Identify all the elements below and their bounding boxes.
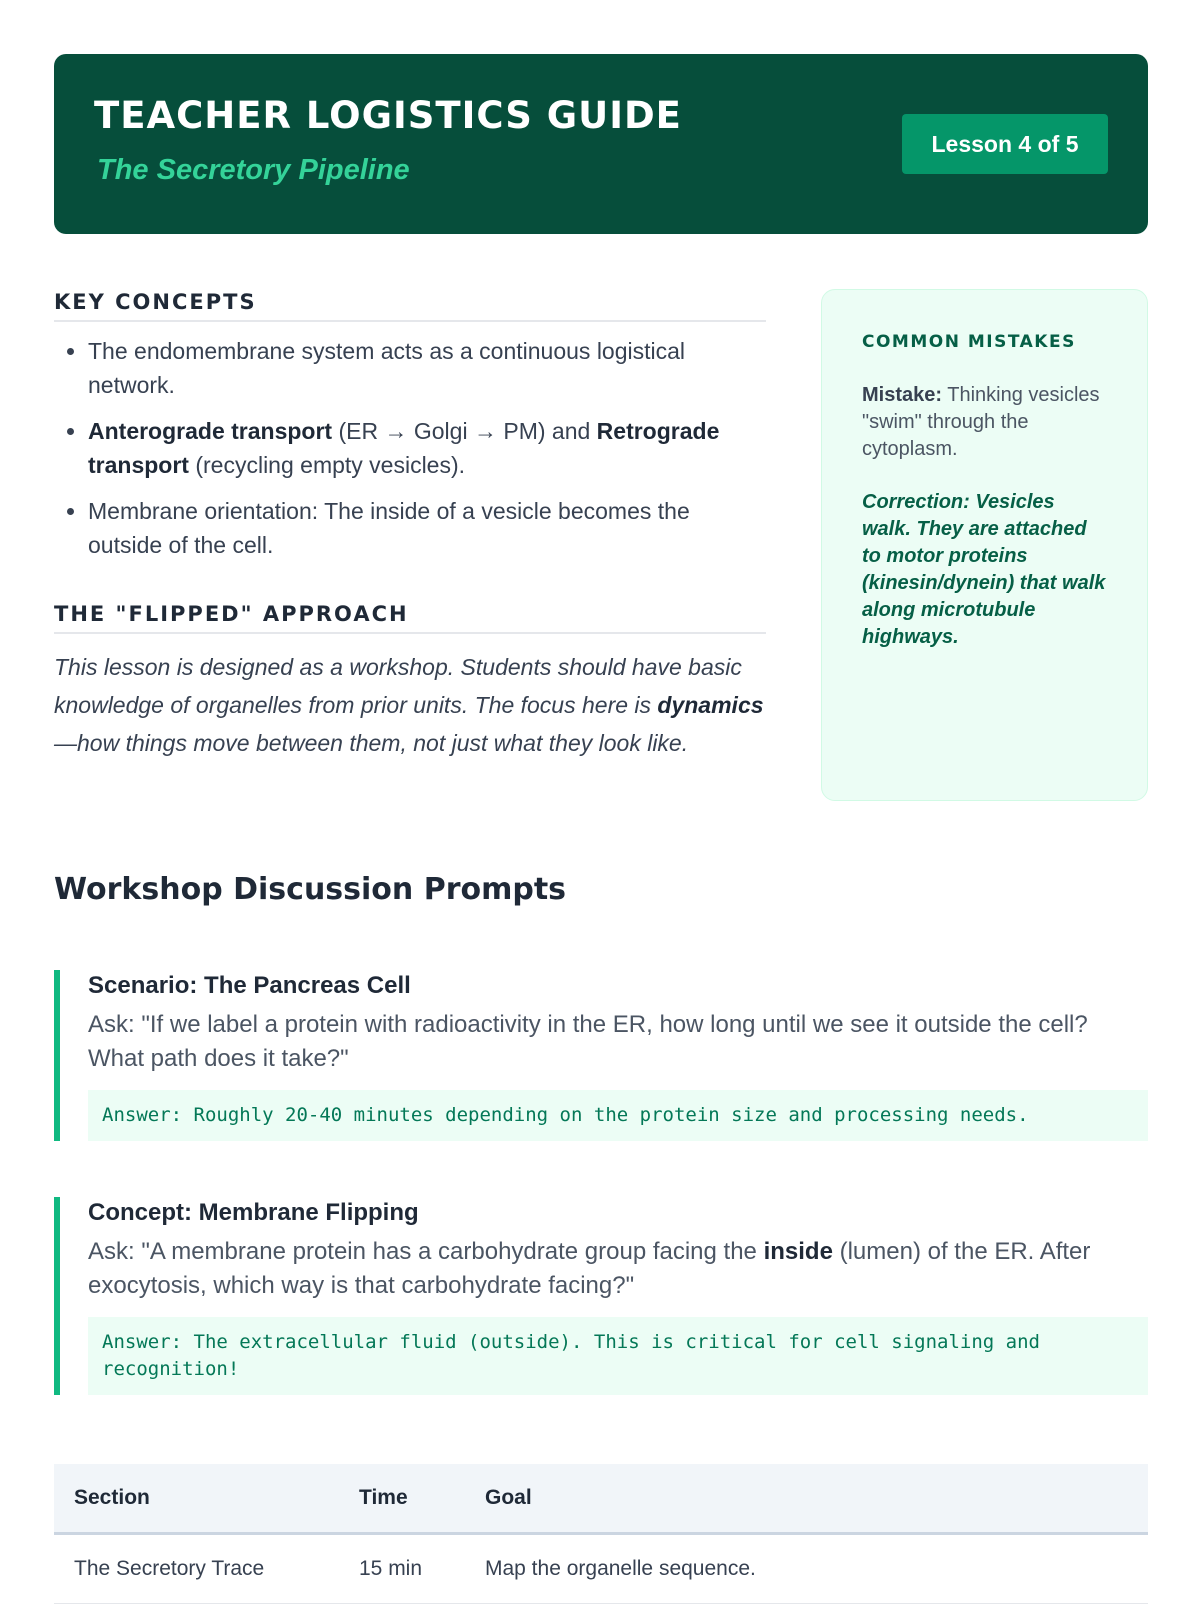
common-mistakes-box [821,289,1148,801]
table-cell-goal: Map the organelle sequence. [465,1534,1148,1604]
flipped-approach-text [54,648,766,762]
main-column [54,290,766,762]
header-banner [54,54,1148,234]
concept-text: The endomembrane system acts as a continuous logistical network. [88,338,686,398]
prompt-question-bold: inside [763,1238,833,1265]
flipped-approach-heading: THE "FLIPPED" APPROACH [54,602,766,634]
prompts-heading: Workshop Discussion Prompts [54,872,567,907]
column-header-goal: Goal [465,1464,1148,1534]
key-concepts-heading: KEY CONCEPTS [54,290,766,322]
table-cell-time: 15 min [339,1534,465,1604]
prompt-question-part: (lumen) of the ER. After exocytosis, which way is that carbohydrate facing?" [88,1238,1091,1299]
answer-box: Answer: The extracellular fluid (outside). This is critical for cell signaling and recognition! [88,1317,1148,1395]
table-header-row [54,1464,1148,1534]
list-item [88,414,766,482]
flipped-text-part: This lesson is designed as a workshop. Students should have basic knowledge of organelles from prior units. The focus here is [54,654,742,718]
concept-bold: Retrograde transport [88,418,720,478]
table-row [54,1534,1148,1604]
flipped-bold-word: dynamics [657,692,764,718]
mistake-label: Mistake: [862,384,943,406]
prompt-question: Ask: "If we label a protein with radioactivity in the ER, how long until we see it outside the cell? What path does it take?" [88,1011,1088,1072]
list-item [88,334,766,402]
prompt-card [54,970,1148,1141]
prompt-question [88,1235,1148,1303]
mistakes-title: COMMON MISTAKES [862,332,1076,352]
key-concepts-list [54,334,766,562]
list-item [88,494,766,562]
lesson-badge: Lesson 4 of 5 [902,114,1108,174]
mistake-text [862,382,1109,463]
prompt-question-part: Ask: "A membrane protein has a carbohydrate group facing the [88,1238,764,1265]
page-subtitle: The Secretory Pipeline [97,154,410,186]
prompt-title: Concept: Membrane Flipping [88,1199,419,1226]
mistake-description: Thinking vesicles "swim" through the cytoplasm. [862,384,1100,460]
concept-text: Membrane orientation: The inside of a vesicle becomes the outside of the cell. [88,498,690,558]
concept-text: (ER → Golgi → PM) and [332,418,597,444]
answer-box: Answer: Roughly 20-40 minutes depending on the protein size and processing needs. [88,1090,1148,1141]
table-cell-section: The Secretory Trace [54,1534,339,1604]
prompt-title: Scenario: The Pancreas Cell [88,972,411,999]
flipped-text-part: —how things move between them, not just what they look like. [54,730,689,756]
column-header-section: Section [54,1464,339,1534]
prompt-card [54,1197,1148,1395]
concept-text: (recycling empty vesicles). [188,452,466,478]
concept-bold: Anterograde transport [88,418,333,444]
correction-text: Correction: Vesicles walk. They are attached to motor proteins (kinesin/dynein) that walk along microtubule highways. [862,491,1106,648]
column-header-time: Time [339,1464,465,1534]
page-title: TEACHER LOGISTICS GUIDE [94,94,682,137]
schedule-table [54,1464,1148,1604]
